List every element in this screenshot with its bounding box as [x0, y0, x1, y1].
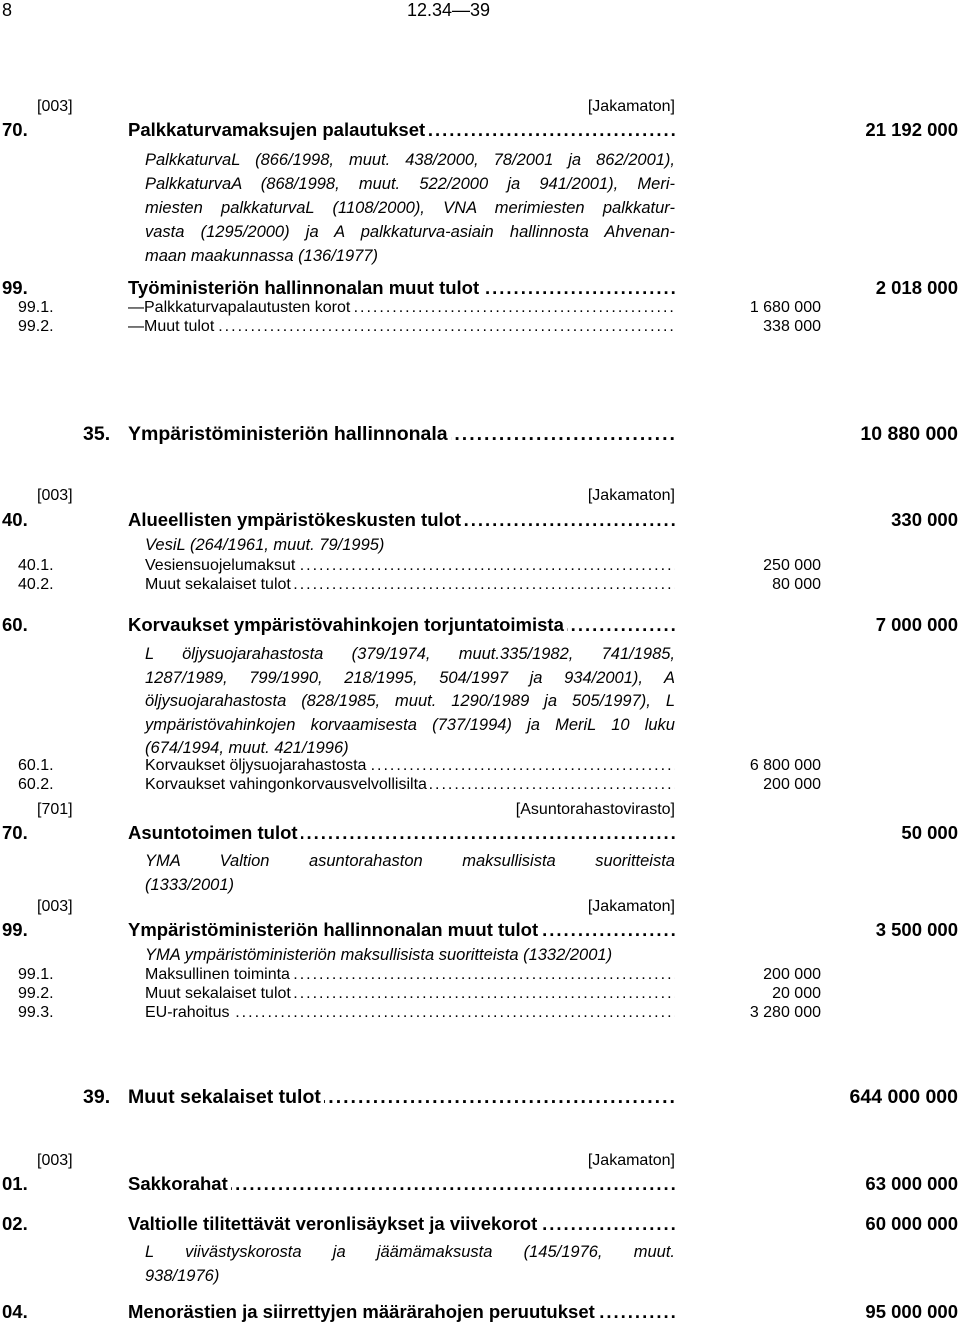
subitem-amount: 1 680 000	[749, 299, 821, 316]
item-title: Alueellisten ympäristökeskusten tulot .....	[128, 509, 675, 531]
item-title: Valtiolle tilitettävät veronlisäykset ja viivekorot .....	[128, 1213, 675, 1235]
main-title: Ympäristöministeriön hallinnonala .....	[128, 423, 675, 446]
item-title: Työministeriön hallinnonalan muut tulot .....	[128, 277, 675, 299]
subitem-amount: 250 000	[763, 557, 821, 574]
subitem-label: Vesiensuojelumaksut .....	[145, 557, 675, 575]
main-number: 39.	[83, 1086, 111, 1108]
subitem-number: 99.2.	[18, 985, 54, 1002]
subitem-amount: 80 000	[772, 576, 821, 593]
item-title: Ympäristöministeriön hallinnonalan muut tulot .....	[128, 919, 675, 941]
subitem-number: 99.1.	[18, 966, 54, 983]
subitem-number: 99.3.	[18, 1004, 54, 1021]
subitem-amount: 200 000	[763, 966, 821, 983]
item-number: 99.	[2, 277, 28, 298]
subitem-amount: 20 000	[772, 985, 821, 1002]
subitem-label: —Palkkaturvapalautusten korot .....	[128, 299, 675, 317]
subitem-number: 99.2.	[18, 318, 54, 335]
main-amount: 644 000 000	[849, 1086, 958, 1108]
code-left: [701]	[37, 801, 73, 818]
legal-reference: YMA ympäristöministeriön maksullisista suoritteista (1332/2001)	[145, 946, 613, 964]
subitem-label: Muut sekalaiset tulot .....	[145, 576, 675, 594]
item-number: 60.	[2, 614, 28, 635]
subitem-label: EU-rahoitus .....	[145, 1004, 675, 1022]
item-title: Palkkaturvamaksujen palautukset .....	[128, 119, 675, 141]
subitem-amount: 6 800 000	[749, 757, 821, 774]
subitem-number: 40.2.	[18, 576, 54, 593]
subitem-label: Korvaukset vahingonkorvausvelvollisilta .....	[145, 776, 675, 794]
subitem-amount: 3 280 000	[749, 1004, 821, 1021]
code-left: [003]	[37, 898, 73, 915]
item-amount: 50 000	[901, 822, 958, 843]
subitem-label: Muut sekalaiset tulot .....	[145, 985, 675, 1003]
item-amount: 21 192 000	[865, 119, 958, 140]
code-left: [003]	[37, 1152, 73, 1169]
subitem-label: Maksullinen toiminta .....	[145, 966, 675, 984]
legal-reference: PalkkaturvaL (866/1998, muut. 438/2000, 78/2001 ja 862/2001), PalkkaturvaA (868/1998, muut. 522/2000 ja 941/2001), Meri- miesten palkkaturvaL (1108/2000), VNA merimiesten palkkatur- vasta (1295/2000) ja A palkkaturva-asiain hallinnosta Ahvenan- maan maakunnassa (136/1977)	[145, 151, 675, 265]
item-number: 02.	[2, 1213, 28, 1234]
item-title: Korvaukset ympäristövahinkojen torjuntatoimista .....	[128, 614, 675, 636]
code-right: [Jakamaton]	[587, 1152, 675, 1169]
issue-number: 12.34—39	[407, 0, 491, 20]
legal-reference: YMA Valtion asuntorahaston maksullisista suoritteista (1333/2001)	[145, 852, 675, 894]
item-amount: 95 000 000	[865, 1301, 958, 1322]
item-number: 04.	[2, 1301, 28, 1322]
code-left: [003]	[37, 487, 73, 504]
item-amount: 3 500 000	[875, 919, 958, 940]
page-number: 8	[2, 0, 13, 20]
item-amount: 60 000 000	[865, 1213, 958, 1234]
item-number: 70.	[2, 822, 28, 843]
item-amount: 330 000	[891, 509, 958, 530]
main-number: 35.	[83, 423, 111, 445]
subitem-number: 99.1.	[18, 299, 54, 316]
item-title: Sakkorahat .....	[128, 1173, 675, 1195]
item-amount: 7 000 000	[875, 614, 958, 635]
legal-reference: L viivästyskorosta ja jäämämaksusta (145/1976, muut. 938/1976)	[145, 1243, 675, 1285]
legal-reference: VesiL (264/1961, muut. 79/1995)	[145, 536, 385, 554]
subitem-number: 40.1.	[18, 557, 54, 574]
legal-reference: L öljysuojarahastosta (379/1974, muut.335/1982, 741/1985, 1287/1989, 799/1990, 218/1995, 504/1997 ja 934/2001), A öljysuojarahastosta (828/1985, muut. 1290/1989 ja 505/1997), L ympäristövahinkojen korvaamisesta (737/1994) ja MeriL 10 luku (674/1994, muut. 421/1996)	[145, 645, 675, 757]
main-amount: 10 880 000	[860, 423, 958, 445]
subitem-amount: 200 000	[763, 776, 821, 793]
subitem-amount: 338 000	[763, 318, 821, 335]
code-right: [Asuntorahastovirasto]	[515, 801, 675, 818]
item-number: 01.	[2, 1173, 28, 1194]
code-right: [Jakamaton]	[587, 898, 675, 915]
subitem-label: Korvaukset öljysuojarahastosta .....	[145, 757, 675, 775]
code-left: [003]	[37, 98, 73, 115]
code-right: [Jakamaton]	[587, 487, 675, 504]
subitem-number: 60.2.	[18, 776, 54, 793]
item-number: 70.	[2, 119, 28, 140]
item-number: 99.	[2, 919, 28, 940]
item-number: 40.	[2, 509, 28, 530]
item-amount: 63 000 000	[865, 1173, 958, 1194]
item-title: Asuntotoimen tulot .....	[128, 822, 675, 844]
subitem-number: 60.1.	[18, 757, 54, 774]
item-title: Menorästien ja siirrettyjen määrärahojen peruutukset .....	[128, 1301, 675, 1323]
subitem-label: —Muut tulot .....	[128, 318, 675, 336]
code-right: [Jakamaton]	[587, 98, 675, 115]
main-title: Muut sekalaiset tulot .....	[128, 1086, 675, 1109]
item-amount: 2 018 000	[875, 277, 958, 298]
